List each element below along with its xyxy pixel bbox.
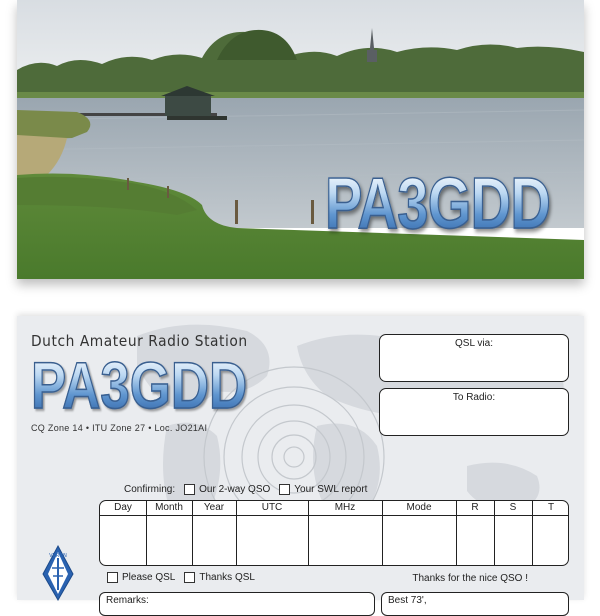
- thanks-text: Thanks for the nice QSO !: [412, 573, 528, 584]
- confirming-row: [124, 484, 367, 495]
- col-mode: Mode: [406, 502, 432, 513]
- back-callsign: PA3GDD: [31, 348, 248, 422]
- checkbox-icon[interactable]: [279, 484, 290, 495]
- logo-text: VERON: [49, 553, 67, 559]
- qso-table[interactable]: [99, 500, 569, 566]
- veron-antenna-logo-icon: [41, 544, 75, 600]
- col-sep: [192, 501, 193, 565]
- station-name: Dutch Amateur Radio Station: [31, 332, 248, 350]
- remarks-label: Remarks:: [106, 595, 149, 606]
- col-mhz: MHz: [334, 502, 356, 513]
- qsl-via-label: QSL via:: [455, 338, 493, 349]
- confirming-label: Confirming:: [124, 484, 176, 495]
- table-divider: [100, 515, 568, 516]
- checkbox-icon[interactable]: [107, 572, 118, 583]
- please-qsl-label: Please QSL: [122, 572, 176, 583]
- qsl-card-back: [17, 316, 584, 606]
- qsl-via-box[interactable]: [379, 334, 569, 382]
- col-utc: UTC: [261, 502, 283, 513]
- qsl-card-front: [17, 0, 584, 279]
- col-sep: [456, 501, 457, 565]
- col-sep: [494, 501, 495, 565]
- col-s: S: [509, 502, 517, 513]
- col-r: R: [471, 502, 479, 513]
- checkbox-icon[interactable]: [184, 572, 195, 583]
- col-sep: [146, 501, 147, 565]
- to-radio-label: To Radio:: [452, 392, 496, 403]
- confirm-option-qso: Our 2-way QSO: [199, 484, 271, 495]
- confirm-option-swl: Your SWL report: [294, 484, 368, 495]
- col-sep: [532, 501, 533, 565]
- remarks-box[interactable]: [99, 592, 375, 616]
- col-sep: [236, 501, 237, 565]
- front-callsign: PA3GDD: [325, 164, 551, 244]
- col-month: Month: [155, 502, 183, 513]
- col-year: Year: [203, 502, 225, 513]
- best73-box[interactable]: [381, 592, 569, 616]
- col-day: Day: [114, 502, 132, 513]
- thanks-qsl-label: Thanks QSL: [199, 572, 255, 583]
- col-sep: [308, 501, 309, 565]
- col-sep: [382, 501, 383, 565]
- to-radio-box[interactable]: [379, 388, 569, 436]
- qsl-request-row: [107, 572, 255, 583]
- checkbox-icon[interactable]: [184, 484, 195, 495]
- zones-locator: CQ Zone 14 • ITU Zone 27 • Loc. JO21AI: [31, 423, 208, 433]
- best73-label: Best 73',: [388, 595, 427, 606]
- col-t: T: [547, 502, 555, 513]
